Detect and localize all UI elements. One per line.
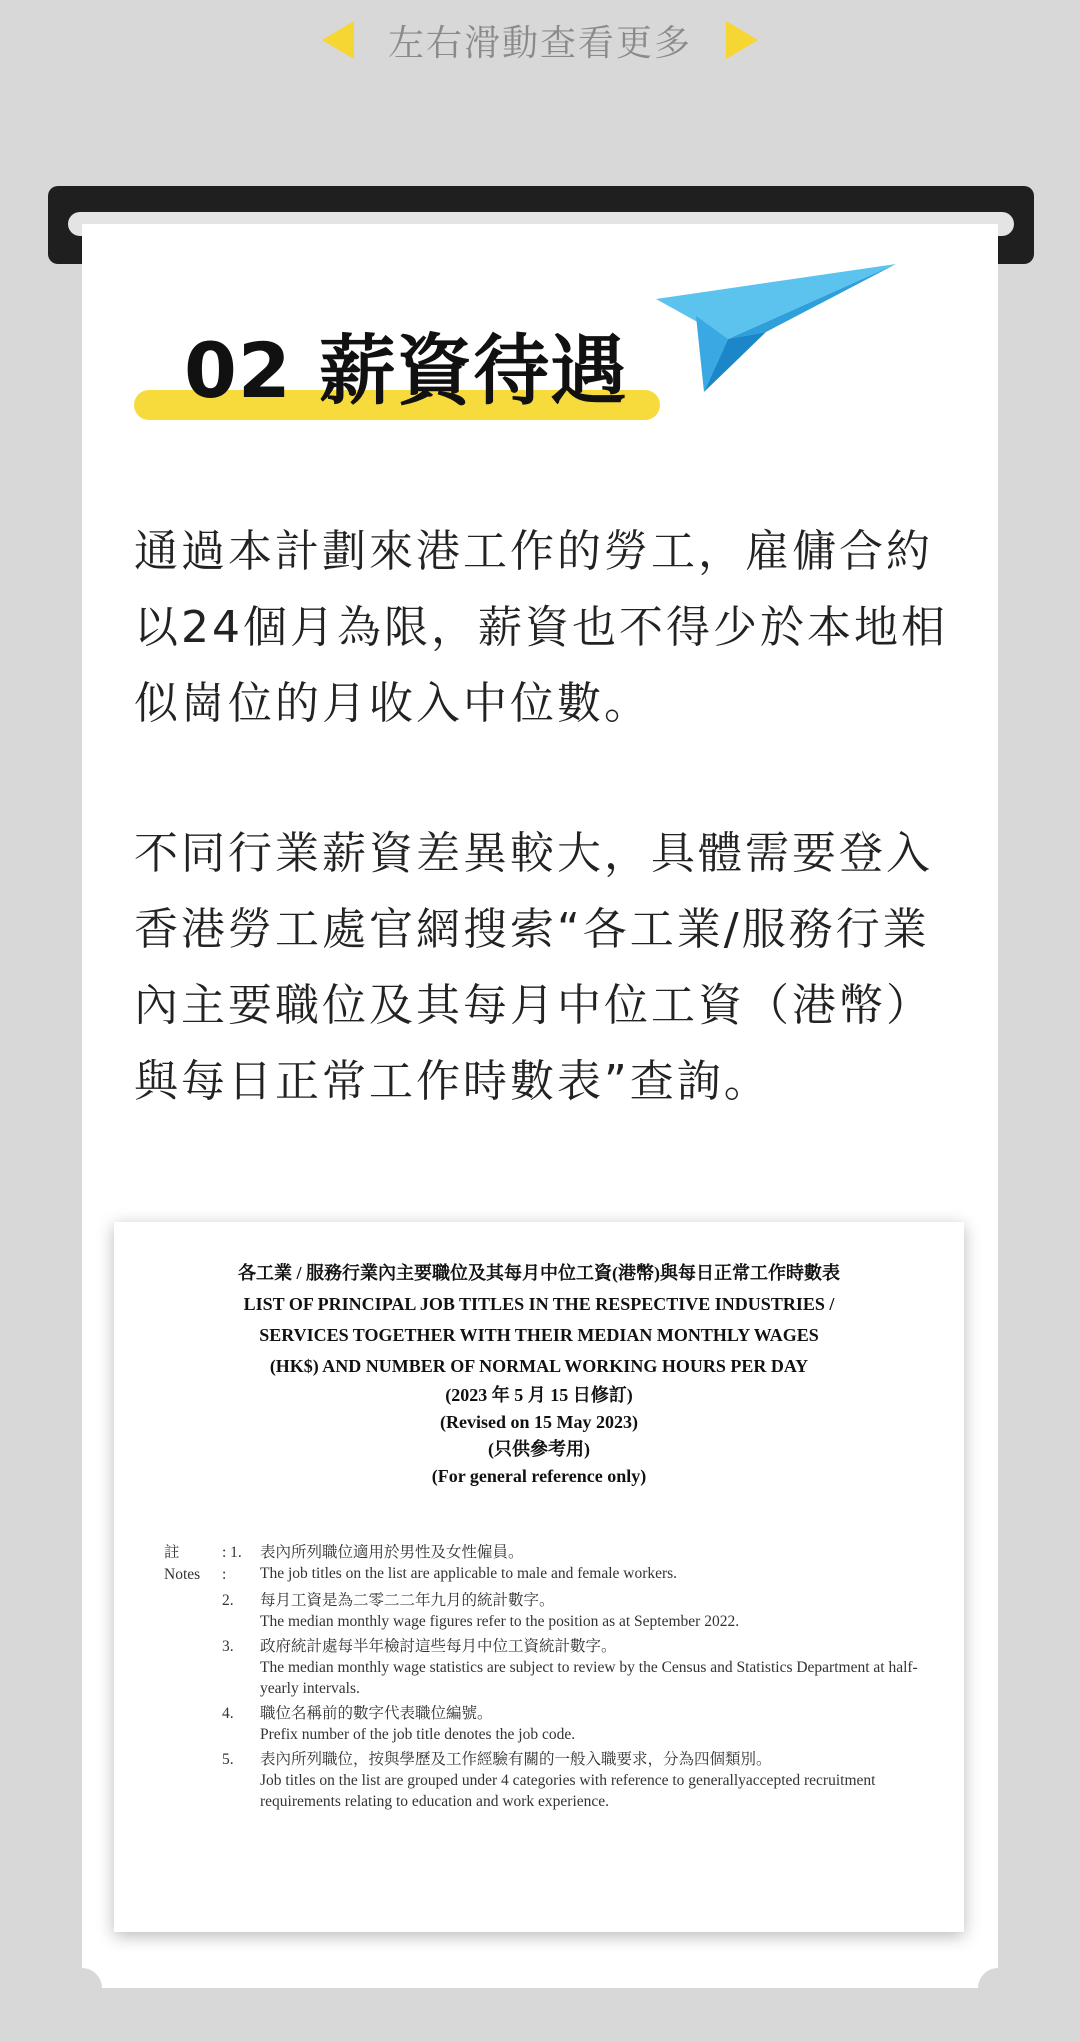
document-notes	[164, 1542, 924, 1816]
note-number: 4.	[222, 1705, 234, 1722]
note-text-en: The median monthly wage statistics are subject to review by the Census and Statistics Department at half-yearly intervals.	[260, 1659, 918, 1697]
sheet-corner-left	[62, 1968, 102, 2008]
swipe-hint-text: 左右滑動查看更多	[387, 22, 692, 64]
section-title-wrap	[134, 310, 664, 420]
document-title-en-2: SERVICES TOGETHER WITH THEIR MEDIAN MONTHLY WAGES	[259, 1325, 819, 1345]
note-item	[164, 1636, 924, 1699]
document-title-zh: 各工業 / 服務行業內主要職位及其每月中位工資(港幣)與每日正常工作時數表	[238, 1263, 840, 1283]
document-revised-zh: (2023 年 5 月 15 日修訂)	[445, 1385, 633, 1405]
note-text-zh: 每月工資是為二零二二年九月的統計數字。	[260, 1592, 555, 1609]
note-text-en: Job titles on the list are grouped under 4 categories with reference to generallyaccepted recruitment requirements relating to education and work experience.	[260, 1772, 876, 1810]
document-title-en-1: LIST OF PRINCIPAL JOB TITLES IN THE RESPECTIVE INDUSTRIES /	[243, 1294, 835, 1314]
note-item	[164, 1590, 924, 1632]
paragraph-salary-lookup: 不同行業薪資差異較大，具體需要登入香港勞工處官網搜索“各工業/服務行業內主要職位及其每月中位工資（港幣）與每日正常工作時數表”查詢。	[134, 828, 933, 1107]
note-text-zh: 表內所列職位，按與學歷及工作經驗有關的一般入職要求，分為四個類別。	[260, 1751, 772, 1768]
note-text-en: The job titles on the list are applicable to male and female workers.	[260, 1565, 678, 1582]
note-item: 註 Notes : 1. : 表內所列職位適用於男性及女性僱員。 The job titles on the list are applicable to male and female workers.	[164, 1542, 924, 1586]
sheet-corner-right	[978, 1968, 1018, 2008]
notes-label-zh: 註	[164, 1544, 180, 1561]
note-text-en: The median monthly wage figures refer to the position as at September 2022.	[260, 1613, 740, 1630]
document-reference-en: (For general reference only)	[431, 1466, 647, 1486]
note-number: 3.	[222, 1638, 234, 1655]
section-title: 02 薪資待遇	[184, 326, 628, 415]
document-header	[114, 1222, 964, 1490]
note-item	[164, 1749, 924, 1812]
document-title-en-3: (HK$) AND NUMBER OF NORMAL WORKING HOURS PER DAY	[269, 1356, 809, 1376]
note-text-zh: 職位名稱前的數字代表職位編號。	[260, 1705, 493, 1722]
note-item	[164, 1703, 924, 1745]
document-reference-zh: (只供參考用)	[488, 1439, 590, 1459]
document-revised-en: (Revised on 15 May 2023)	[440, 1412, 638, 1432]
paper-plane-icon	[656, 264, 906, 394]
note-number: 5.	[222, 1751, 234, 1768]
note-text-en: Prefix number of the job title denotes the job code.	[260, 1726, 576, 1743]
arrow-left-icon[interactable]	[322, 21, 354, 59]
notes-label-en: Notes	[164, 1566, 201, 1583]
note-text-zh: 政府統計處每半年檢討這些每月中位工資統計數字。	[260, 1638, 617, 1655]
content-sheet	[82, 224, 998, 1988]
wage-document-image	[114, 1222, 964, 1932]
arrow-right-icon[interactable]	[726, 21, 758, 59]
swipe-hint	[0, 0, 1080, 80]
paragraph-contract: 通過本計劃來港工作的勞工，雇傭合約以24個月為限，薪資也不得少於本地相似崗位的月收入中位數。	[134, 526, 948, 729]
note-number: : 1.	[222, 1544, 242, 1561]
note-text-zh: 表內所列職位適用於男性及女性僱員。	[260, 1544, 524, 1561]
note-number: 2.	[222, 1592, 234, 1609]
